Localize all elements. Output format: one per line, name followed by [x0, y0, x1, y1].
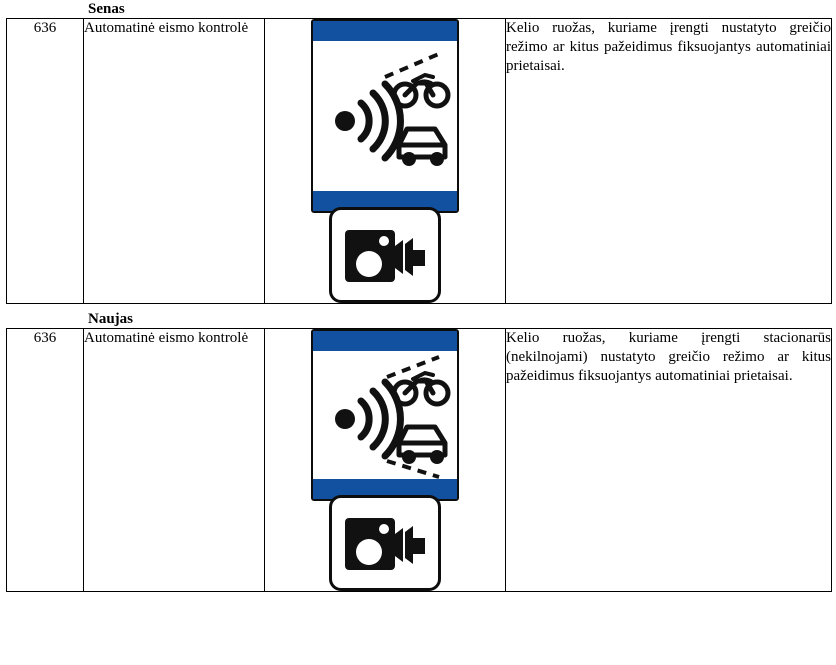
section-label-new: Naujas: [88, 311, 134, 327]
section-label-old: Senas: [88, 1, 125, 17]
motorcycle-icon: [394, 75, 448, 106]
car-icon: [399, 129, 445, 166]
sign-number-cell: 636: [7, 19, 84, 304]
sign-image-cell: [265, 329, 506, 592]
sign-name-cell: Automatinė eismo kontrolė: [84, 19, 265, 304]
speed-camera-icon: [343, 222, 427, 288]
sign-pictogram: [313, 41, 457, 191]
car-icon: [399, 427, 445, 464]
table-row: [7, 329, 832, 592]
sign-image-cell: [265, 19, 506, 304]
sign-description-cell: Kelio ruožas, kuriame įrengti stacionarūs (nekilnojami) nustatyto greičio režimo ar kitus pažeidimus fiksuojantys automatiniai prietaisai.: [506, 329, 832, 592]
traffic-sign-panel: [311, 19, 459, 213]
sign-table-new: [6, 328, 832, 592]
sign-number-cell: 636: [7, 329, 84, 592]
radar-wave-1: [361, 103, 369, 139]
radar-dot-icon: [335, 111, 355, 131]
radar-wave-2: [373, 391, 385, 447]
sign-body: [313, 41, 457, 191]
motorcycle-icon: [394, 373, 448, 404]
sign-body: [313, 351, 457, 479]
sign-blue-bar-top: [313, 331, 457, 351]
dashed-line: [385, 53, 441, 77]
speed-camera-sign: [329, 495, 441, 591]
traffic-sign-panel: [311, 329, 459, 501]
sign-blue-bar-top: [313, 21, 457, 41]
speed-camera-sign: [329, 207, 441, 303]
sign-table-old: [6, 18, 832, 304]
radar-wave-2: [373, 93, 385, 149]
dashed-line-bottom: [387, 461, 439, 477]
speed-camera-icon: [343, 510, 427, 576]
sign-description-cell: Kelio ruožas, kuriame įrengti nustatyto greičio režimo ar kitus pažeidimus fiksuojantys automatiniai prietaisai.: [506, 19, 832, 304]
sign-pictogram: [313, 351, 457, 479]
sign-graphic-old: [311, 19, 459, 303]
sign-graphic-new: [311, 329, 459, 591]
radar-dot-icon: [335, 409, 355, 429]
sign-name-cell: Automatinė eismo kontrolė: [84, 329, 265, 592]
radar-wave-1: [361, 401, 369, 437]
table-row: [7, 19, 832, 304]
